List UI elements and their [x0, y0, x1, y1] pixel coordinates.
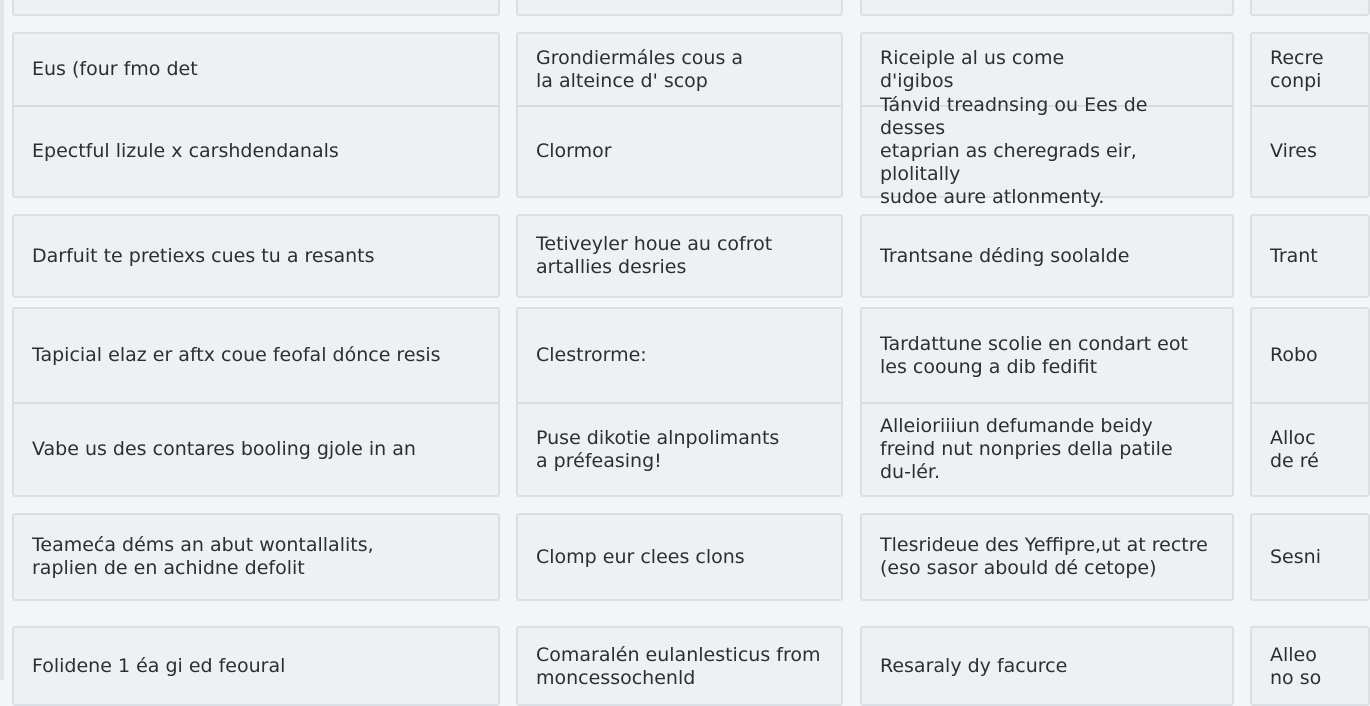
row-group-4: [860, 513, 1234, 601]
row-group-2: [860, 214, 1234, 298]
table-cell[interactable]: Vabe us des contares booling gjole in an: [14, 402, 498, 495]
table-cell[interactable]: Trantsane déding soolalde: [880, 244, 1130, 267]
table-cell[interactable]: Alloc de ré: [1252, 402, 1368, 495]
table-cell[interactable]: Tetiveyler houe au cofrot artallies desries: [536, 233, 773, 278]
table-cell[interactable]: Vires: [1252, 105, 1368, 196]
table-cell[interactable]: Recre conpi: [1270, 46, 1324, 92]
table-cell[interactable]: Riceiple al us come d'igibos: [880, 46, 1065, 92]
row-group-0: [860, 0, 1234, 16]
table-cell[interactable]: Teameća déms an abut wontallalits, raplien de en achidne defolit: [32, 534, 374, 579]
row-group-5: [12, 626, 500, 706]
table-cell[interactable]: Comaralén eulanlesticus from moncessochenld: [536, 644, 821, 689]
row-group-4: [516, 513, 843, 601]
table-cell[interactable]: Folidene 1 éa gi ed feoural: [32, 654, 286, 677]
table-cell[interactable]: Eus (four fmo det: [32, 58, 198, 80]
table-cell[interactable]: Tlesrideue des Yeffipre,ut at rectre (eso sasor abould dé cetope): [880, 534, 1208, 579]
table-cell[interactable]: Resaraly dy facurce: [880, 654, 1068, 677]
table-cell[interactable]: Tapicial elaz er aftx coue feofal dónce resis: [32, 344, 441, 366]
table-cell[interactable]: Trant: [1270, 244, 1318, 267]
table-cell[interactable]: Grondiermáles cous a la alteince d' scop: [536, 46, 744, 92]
table-cell[interactable]: [862, 0, 1232, 14]
row-group-1: [12, 32, 500, 198]
table-cell[interactable]: Puse dikotie alnpolimants a préfeasing!: [518, 402, 841, 495]
table-cell[interactable]: Clestrorme:: [536, 344, 647, 366]
row-group-2: [516, 214, 843, 298]
table-cell[interactable]: Tardattune scolie en condart eot les cooung a dib fedifit: [880, 332, 1188, 378]
row-group-1: [1250, 32, 1370, 198]
row-group-4: [12, 513, 500, 601]
row-group-3: [516, 307, 843, 497]
row-group-2: [1250, 214, 1370, 298]
table-cell[interactable]: [518, 0, 841, 14]
row-group-0: [1250, 0, 1370, 16]
row-group-1: [516, 32, 843, 198]
row-group-2: [12, 214, 500, 298]
row-group-3: [860, 307, 1234, 497]
table-cell[interactable]: Alleo no so: [1270, 644, 1322, 689]
table-cell[interactable]: Tánvid treadnsing ou Ees de desses etaprian as cheregrads eir, plolitally sudoe aure atlonmenty.: [862, 105, 1232, 196]
row-group-5: [516, 626, 843, 706]
row-group-4: [1250, 513, 1370, 601]
row-group-1: [860, 32, 1234, 208]
row-group-3: [1250, 307, 1370, 497]
table-cell[interactable]: Clormor: [518, 105, 841, 196]
row-group-3: [12, 307, 500, 497]
row-group-5: [1250, 626, 1370, 706]
table-cell[interactable]: Robo: [1270, 344, 1318, 366]
row-group-5: [860, 626, 1234, 706]
table-cell[interactable]: Darfuit te pretiexs cues tu a resants: [32, 244, 375, 267]
table-cell[interactable]: [1252, 0, 1368, 14]
row-group-0: [516, 0, 843, 16]
row-group-0: [12, 0, 500, 16]
left-border: [0, 0, 4, 680]
table-cell[interactable]: Alleioriiiun defumande beidy freind nut nonpries della patile du-lér.: [862, 402, 1232, 495]
table-cell[interactable]: Clomp eur clees clons: [536, 545, 745, 568]
table-cell[interactable]: Epectful lizule x carshdendanals: [14, 105, 498, 196]
table-cell[interactable]: [14, 0, 498, 14]
table-cell[interactable]: Sesni: [1270, 545, 1321, 568]
